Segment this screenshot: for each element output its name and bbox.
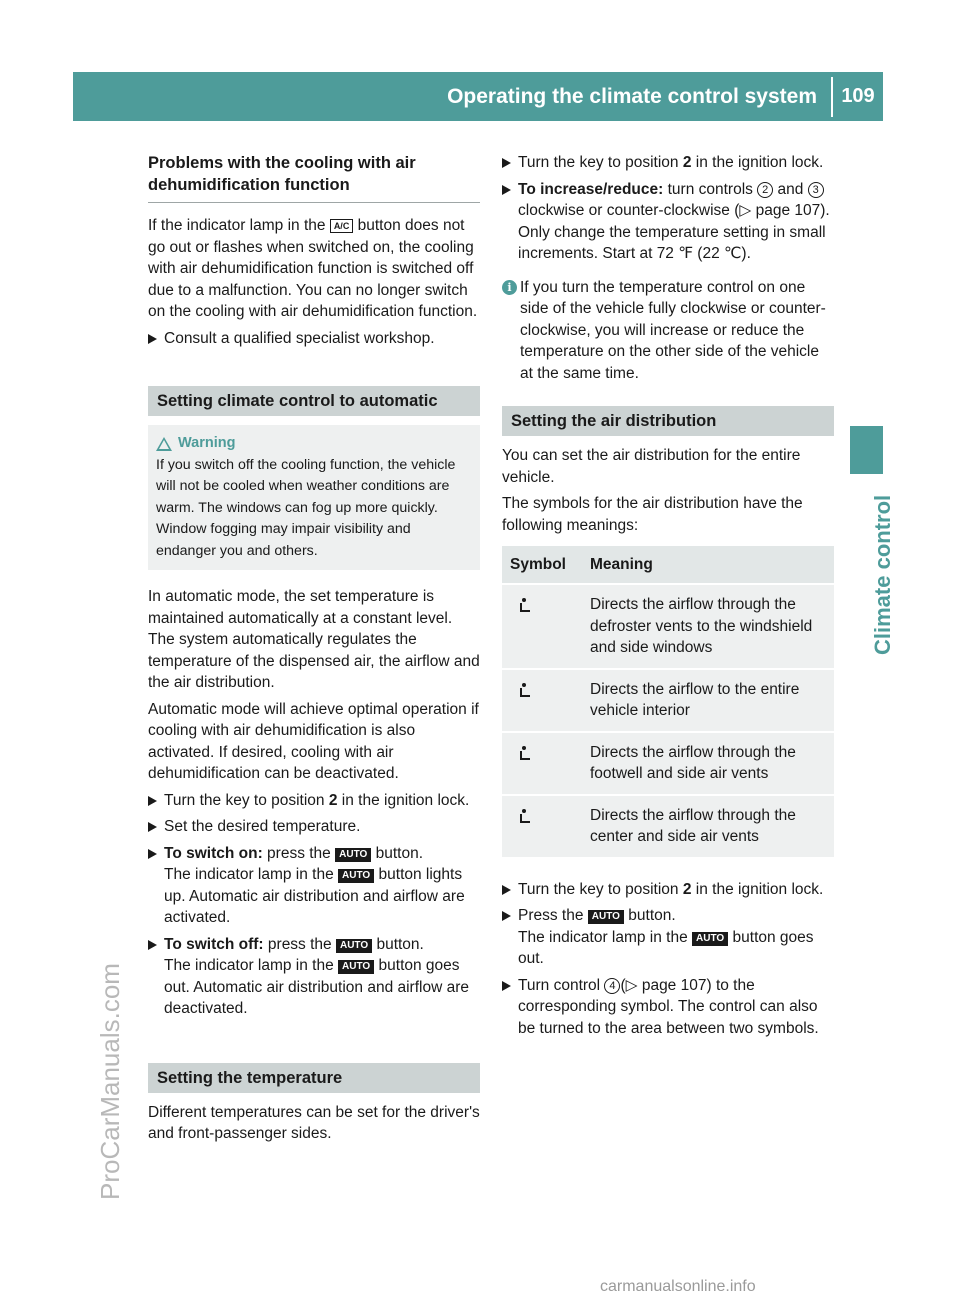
section-side-label-text: Climate control (870, 494, 895, 655)
info-icon: i (502, 280, 517, 295)
text-fragment: clockwise or counter-clockwise (▷ page 107). (518, 202, 830, 219)
text-fragment: in the ignition lock. (695, 880, 824, 898)
meaning-cell: Directs the airflow through the defroster vents to the windshield and side windows (582, 584, 834, 669)
auto-button-icon: AUTO (335, 848, 371, 862)
left-column (148, 152, 480, 1150)
ac-button-icon: A/C (330, 219, 354, 233)
text-fragment: turn controls (667, 180, 753, 198)
temperature-para: Different temperatures can be set for the driver's and front-passenger sides. (148, 1103, 480, 1142)
step-turn-key (148, 790, 480, 812)
air-distribution-heading: Setting the air distribution (502, 406, 834, 436)
watermark: ProCarManuals.com (95, 963, 125, 1200)
cooling-problems-text (148, 215, 480, 323)
text-fragment: If the indicator lamp in the (148, 217, 326, 234)
page-header (73, 72, 883, 121)
step-turn-key (502, 152, 834, 174)
text-fragment: Only change the temperature setting in small increments. Start at 72 ℉ (22 ℃). (518, 223, 826, 262)
auto-button-icon: AUTO (336, 939, 372, 953)
section-tab-marker (850, 426, 883, 474)
key-position: 2 (682, 880, 692, 898)
table-header-row (502, 546, 834, 584)
center-vents-airflow-icon (516, 807, 532, 823)
text-fragment: Turn the key to position (518, 154, 679, 171)
text-fragment: press the (267, 935, 332, 953)
text-fragment: Press the (518, 907, 584, 924)
meaning-cell: Directs the airflow to the entire vehicle interior (582, 669, 834, 732)
step-switch-off (148, 934, 480, 1020)
info-note (502, 277, 834, 385)
text-fragment: button does not go out or flashes when switched on, the cooling with air dehumidification function is switched off due to a malfunction. You can no longer switch on the cooling with air dehumidification function. (148, 217, 478, 320)
text-fragment: button goes out. Automatic air distribution and airflow are deactivated. (164, 957, 469, 1017)
warning-title-text: Warning (178, 435, 236, 451)
symbol-cell (502, 795, 582, 857)
control-3-marker: 3 (808, 182, 824, 198)
warning-title (156, 433, 472, 455)
auto-button-icon: AUTO (338, 960, 374, 974)
step-set-temperature: Set the desired temperature. (148, 816, 480, 838)
text-fragment: (▷ page 107) to the corresponding symbol. The control can also be turned to the area between two symbols. (518, 976, 819, 1037)
warning-box (148, 425, 480, 570)
info-text: If you turn the temperature control on one side of the vehicle fully clockwise or counter-clockwise, you will increase or reduce the temperature on the other side of the vehicle at the same time. (520, 278, 826, 382)
meaning-cell: Directs the airflow through the center and side air vents (582, 795, 834, 857)
table-row (502, 584, 834, 669)
text-fragment: Turn the key to position (518, 880, 679, 898)
symbol-cell (502, 669, 582, 732)
step-turn-control-4 (502, 975, 834, 1040)
auto-button-icon: AUTO (338, 869, 374, 883)
air-distribution-para-1: You can set the air distribution for the entire vehicle. (502, 447, 801, 486)
text-fragment: The indicator lamp in the (518, 928, 688, 946)
step-label: To switch on: (164, 844, 263, 862)
air-distribution-para-2: The symbols for the air distribution have the following meanings: (502, 495, 803, 534)
page-title: Operating the climate control system (447, 85, 817, 108)
automatic-para-1: In automatic mode, the set temperature is maintained automatically at a constant level. The system automatically regulates the temperature of the dispensed air, the airflow and the air distribution. (148, 588, 480, 691)
text-fragment: button goes out. (518, 928, 814, 967)
step-turn-key (502, 879, 834, 901)
footwell-airflow-icon (516, 744, 532, 760)
automatic-para-2: Automatic mode will achieve optimal operation if cooling with air dehumidification is also activated. If desired, cooling with air dehumidification can be deactivated. (148, 700, 479, 782)
step-increase-reduce (502, 179, 834, 265)
text-fragment: Turn control (518, 976, 601, 994)
automatic-section-heading: Setting climate control to automatic (148, 386, 480, 416)
symbol-cell (502, 732, 582, 795)
all-vents-airflow-icon (516, 681, 532, 697)
step-label: To increase/reduce: (518, 180, 664, 198)
warning-triangle-icon (156, 437, 172, 451)
control-4-marker: 4 (604, 978, 620, 994)
step-label: To switch off: (164, 935, 264, 953)
temperature-section-heading: Setting the temperature (148, 1063, 480, 1093)
auto-button-icon: AUTO (588, 910, 624, 924)
text-fragment: button. (375, 844, 423, 862)
warning-text: If you switch off the cooling function, the vehicle will not be cooled when weather conditions are warm. The windows can fog up more quickly. Window fogging may impair visibility and endanger you and others. (156, 456, 456, 559)
footer-watermark: carmanualsonline.info (600, 1278, 756, 1295)
right-column (502, 152, 834, 1044)
text-fragment: in the ignition lock. (695, 154, 824, 171)
control-2-marker: 2 (757, 182, 773, 198)
text-fragment: The indicator lamp in the (164, 957, 334, 974)
text-fragment: press the (267, 844, 331, 862)
symbol-cell (502, 584, 582, 669)
defrost-airflow-icon (516, 596, 532, 612)
column-header-meaning: Meaning (582, 546, 834, 584)
page-number: 109 (841, 85, 875, 107)
text-fragment: The indicator lamp in the (164, 866, 334, 883)
text-fragment: and (777, 180, 804, 198)
step-switch-on (148, 843, 480, 929)
column-header-symbol: Symbol (502, 546, 582, 584)
key-position: 2 (328, 791, 338, 809)
text-fragment: button. (376, 935, 424, 953)
section-side-label (845, 485, 895, 665)
text-fragment: Turn the key to position (164, 791, 325, 809)
auto-button-icon: AUTO (692, 932, 728, 946)
key-position: 2 (682, 154, 692, 171)
meaning-cell: Directs the airflow through the footwell and side air vents (582, 732, 834, 795)
text-fragment: button. (628, 907, 676, 924)
text-fragment: button lights up. Automatic air distribution and airflow are activated. (164, 866, 465, 926)
cooling-problems-heading: Problems with the cooling with air dehumidification function (148, 152, 480, 203)
step-press-auto (502, 905, 834, 970)
step-consult-workshop: Consult a qualified specialist workshop. (148, 328, 480, 350)
symbol-table (502, 546, 834, 857)
table-row (502, 669, 834, 732)
table-row (502, 795, 834, 857)
text-fragment: in the ignition lock. (341, 791, 470, 809)
table-row (502, 732, 834, 795)
